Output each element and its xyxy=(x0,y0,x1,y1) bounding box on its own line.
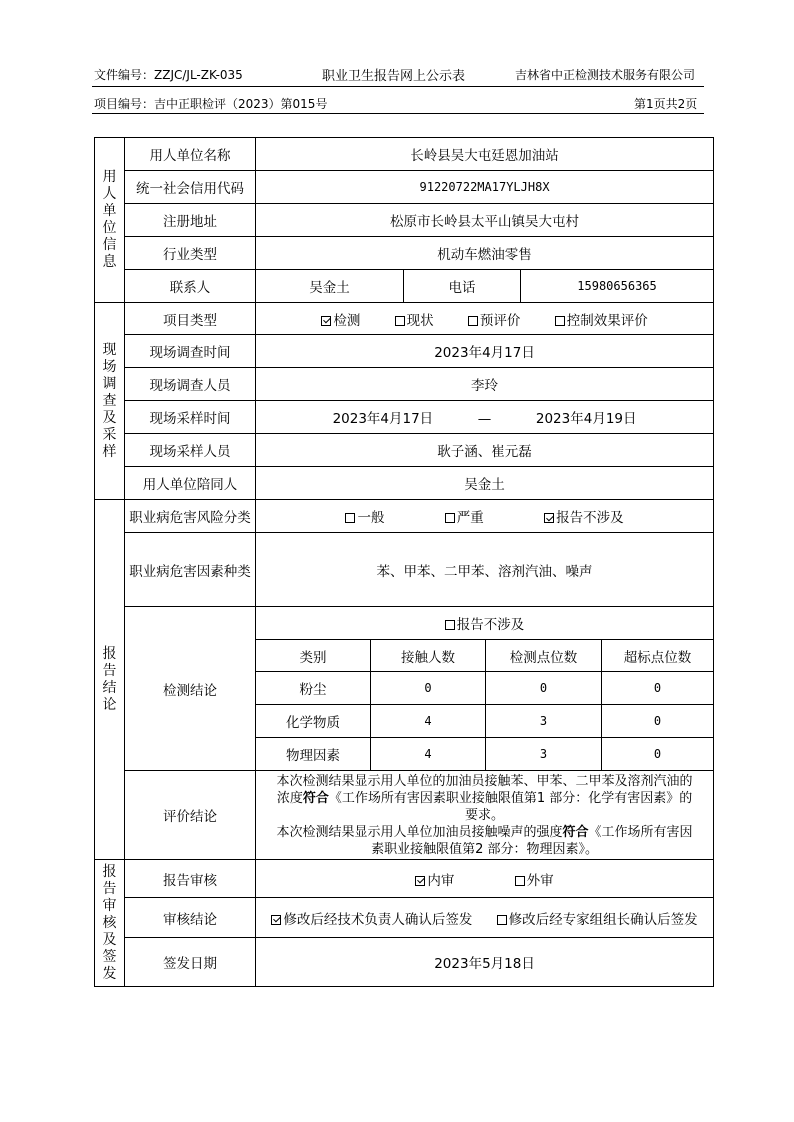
address-label: 注册地址 xyxy=(125,204,256,237)
detection-category: 化学物质 xyxy=(256,705,371,738)
detection-header-exposed: 接触人数 xyxy=(371,640,486,672)
audit-internal[interactable]: 内审 xyxy=(415,869,454,889)
sampling-separator: — xyxy=(477,411,492,427)
risk-class-label: 职业病危害风险分类 xyxy=(125,500,256,533)
audit-result-expert-leader[interactable]: 修改后经专家组组长确认后签发 xyxy=(497,908,698,928)
detection-exposed: 0 xyxy=(371,672,486,705)
audit-result-technical-head[interactable]: 修改后经技术负责人确认后签发 xyxy=(271,908,472,928)
project-number: 项目编号：吉中正职检评（2023）第015号 xyxy=(94,97,328,111)
page-number: 第1页共2页 xyxy=(634,97,698,111)
employer-name-label: 用人单位名称 xyxy=(125,138,256,171)
surveyor-label: 现场调查人员 xyxy=(125,368,256,401)
project-type-pre-evaluation[interactable]: 预评价 xyxy=(468,309,521,329)
project-type-options xyxy=(256,303,714,335)
checkbox-empty-icon xyxy=(555,316,565,326)
escort-label: 用人单位陪同人 xyxy=(125,467,256,500)
industry-label: 行业类型 xyxy=(125,237,256,270)
checkbox-checked-icon xyxy=(271,915,281,925)
detection-header-points: 检测点位数 xyxy=(486,640,602,672)
hazard-factors-label: 职业病危害因素种类 xyxy=(125,533,256,607)
file-number: 文件编号：ZZJC/JL-ZK-035 xyxy=(94,68,243,82)
sampling-start: 2023年4月17日 xyxy=(332,411,434,427)
phone-number: 15980656365 xyxy=(521,270,714,303)
detection-exceeding: 0 xyxy=(602,705,714,738)
credit-code-label: 统一社会信用代码 xyxy=(125,171,256,204)
audit-external[interactable]: 外审 xyxy=(515,869,554,889)
phone-label: 电话 xyxy=(404,270,521,303)
detection-points: 0 xyxy=(486,672,602,705)
audit-options xyxy=(256,860,714,898)
detection-points: 3 xyxy=(486,705,602,738)
detection-exposed: 4 xyxy=(371,705,486,738)
escort: 吴金土 xyxy=(256,467,714,500)
project-type-control-effect[interactable]: 控制效果评价 xyxy=(555,309,648,329)
contact-label: 联系人 xyxy=(125,270,256,303)
survey-time-label: 现场调查时间 xyxy=(125,335,256,368)
project-type-label: 项目类型 xyxy=(125,303,256,335)
detection-header-category: 类别 xyxy=(256,640,371,672)
document-title: 职业卫生报告网上公示表 xyxy=(322,69,466,84)
detection-conclusion-label: 检测结论 xyxy=(125,607,256,771)
issue-date-label: 签发日期 xyxy=(125,938,256,987)
detection-category: 物理因素 xyxy=(256,738,371,771)
checkbox-empty-icon xyxy=(395,316,405,326)
risk-class-options xyxy=(256,500,714,533)
section-employer-info: 用 人 单 位 信 息 xyxy=(95,138,125,303)
detection-category: 粉尘 xyxy=(256,672,371,705)
address: 松原市长岭县太平山镇吴大屯村 xyxy=(256,204,714,237)
detection-exceeding: 0 xyxy=(602,672,714,705)
sampling-time-label: 现场采样时间 xyxy=(125,401,256,434)
sampler-label: 现场采样人员 xyxy=(125,434,256,467)
issue-date: 2023年5月18日 xyxy=(256,938,714,987)
audit-result-label: 审核结论 xyxy=(125,898,256,938)
survey-time: 2023年4月17日 xyxy=(256,335,714,368)
checkbox-checked-icon xyxy=(544,513,554,523)
checkbox-empty-icon xyxy=(345,513,355,523)
audit-result-options xyxy=(256,898,714,938)
evaluation-conclusion: 本次检测结果显示用人单位的加油员接触苯、甲苯、二甲苯及溶剂汽油的 浓度符合《工作场所有害因素职业接触限值第1 部分：化学有害因素》的 要求。 本次检测结果显示用人单位加油员接触噪声的强度符合《工作场所有害因 素职业接触限值第2 部分：物理因素》。 xyxy=(256,771,714,860)
evaluation-conclusion-label: 评价结论 xyxy=(125,771,256,860)
sampling-end: 2023年4月19日 xyxy=(535,411,637,427)
hazard-factors: 苯、甲苯、二甲苯、溶剂汽油、噪声 xyxy=(256,533,714,607)
header-rule-bottom xyxy=(92,113,704,114)
checkbox-empty-icon xyxy=(445,620,455,630)
sampling-time-range xyxy=(256,401,714,434)
project-type-status[interactable]: 现状 xyxy=(395,309,434,329)
sampler: 耿子涵、崔元磊 xyxy=(256,434,714,467)
risk-severe[interactable]: 严重 xyxy=(445,506,484,526)
detection-header-exceeding: 超标点位数 xyxy=(602,640,714,672)
audit-label: 报告审核 xyxy=(125,860,256,898)
employer-name: 长岭县吴大屯廷恩加油站 xyxy=(256,138,714,171)
risk-not-applicable[interactable]: 报告不涉及 xyxy=(544,506,624,526)
detection-points: 3 xyxy=(486,738,602,771)
checkbox-empty-icon xyxy=(497,915,507,925)
checkbox-checked-icon xyxy=(415,876,425,886)
detection-not-applicable[interactable]: 报告不涉及 xyxy=(256,607,714,640)
detection-exceeding: 0 xyxy=(602,738,714,771)
detection-exposed: 4 xyxy=(371,738,486,771)
section-review-issuance: 报 告 审 核 及 签 发 xyxy=(95,860,125,987)
checkbox-empty-icon xyxy=(445,513,455,523)
checkbox-checked-icon xyxy=(321,316,331,326)
checkbox-empty-icon xyxy=(515,876,525,886)
credit-code: 91220722MA17YLJH8X xyxy=(256,171,714,204)
header-rule-top xyxy=(92,86,704,87)
company-name: 吉林省中正检测技术服务有限公司 xyxy=(515,68,696,82)
industry: 机动车燃油零售 xyxy=(256,237,714,270)
surveyor: 李玲 xyxy=(256,368,714,401)
section-survey-sampling: 现 场 调 查 及 采 样 xyxy=(95,303,125,500)
contact-person: 吴金土 xyxy=(256,270,404,303)
project-type-detection[interactable]: 检测 xyxy=(321,309,360,329)
section-report-conclusion: 报 告 结 论 xyxy=(95,500,125,860)
disclosure-form-table xyxy=(94,137,714,987)
checkbox-empty-icon xyxy=(468,316,478,326)
risk-general[interactable]: 一般 xyxy=(345,506,384,526)
